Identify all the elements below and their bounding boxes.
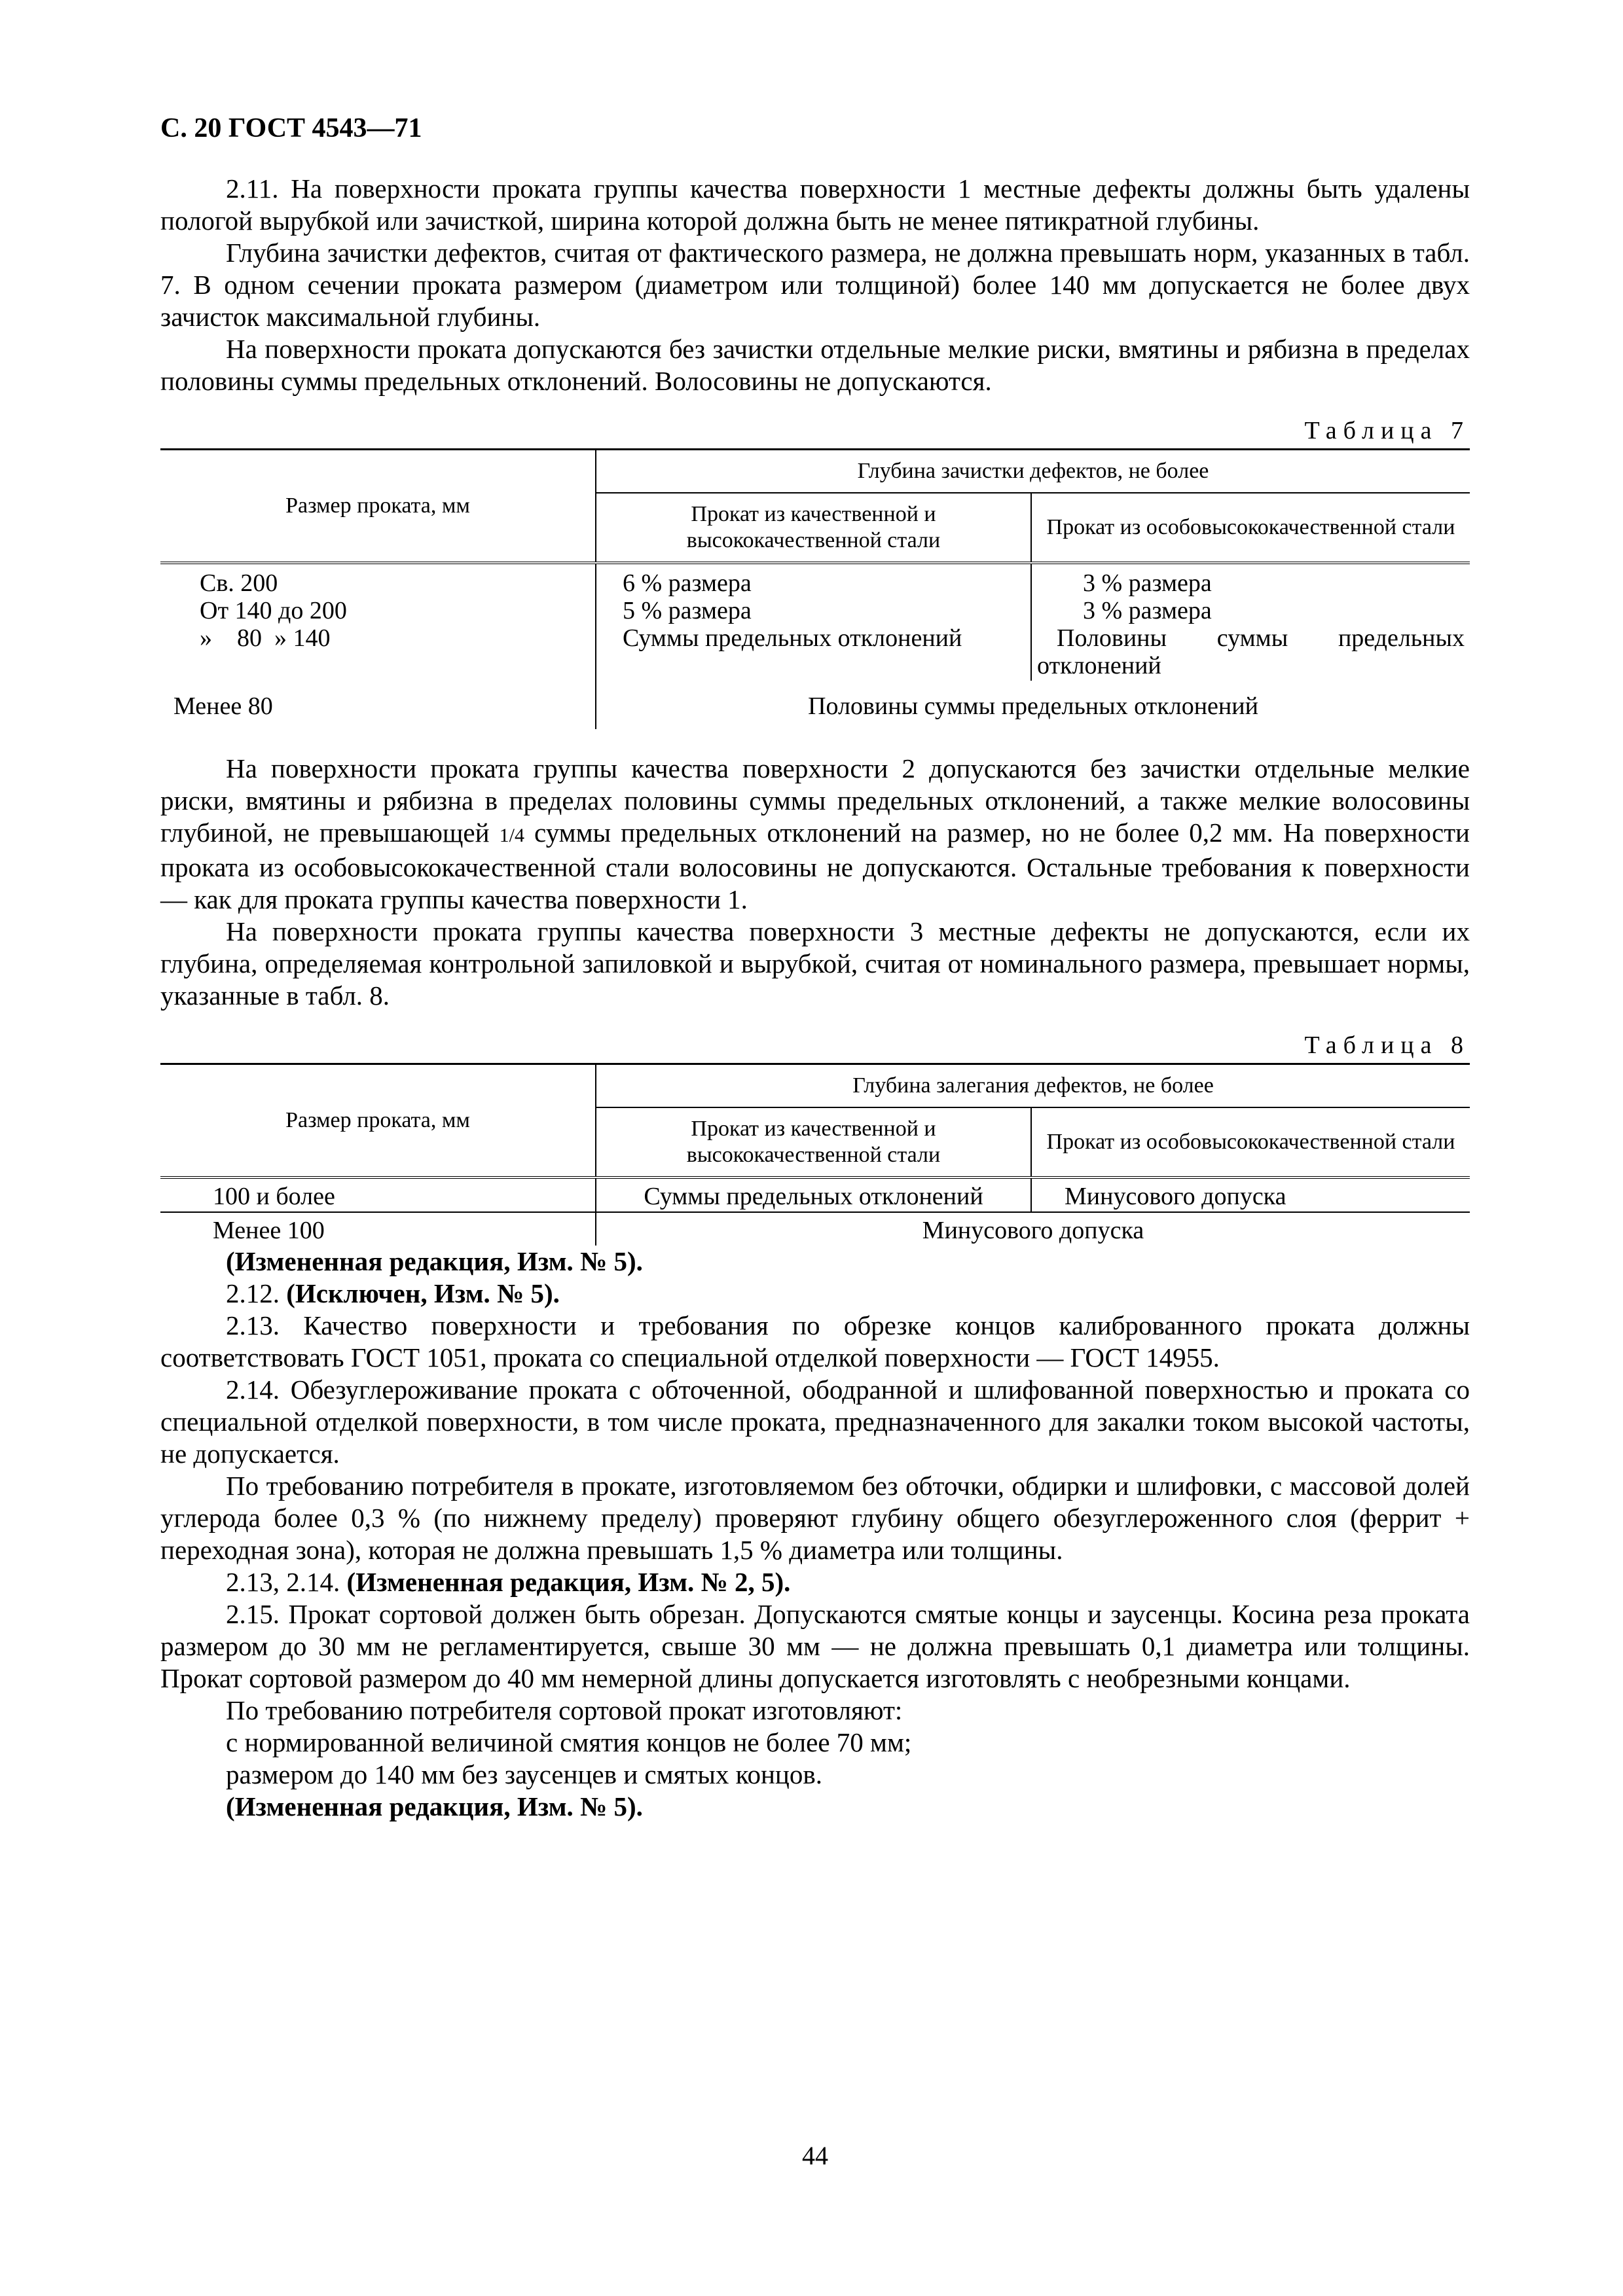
clause-number: 2.13, 2.14. xyxy=(226,1567,340,1597)
table-7-col-quality: Прокат из качественной и высококачественной стали xyxy=(596,493,1031,563)
table-8-col-quality: Прокат из качественной и высококачественной стали xyxy=(596,1107,1031,1177)
paragraph-depth: Глубина зачистки дефектов, считая от фактического размера, не должна превышать норм, указанных в табл. 7. В одном сечении проката размером (диаметром или толщиной) более 140 мм допускается не более двух зачисток максимальной глубины. xyxy=(160,238,1470,332)
paragraph-requirements: По требованию потребителя сортовой прокат изготовляют: xyxy=(226,1695,903,1725)
table-7 xyxy=(160,448,1470,729)
clause-number: 2.12. xyxy=(226,1278,280,1308)
paragraph-213-214 xyxy=(160,1566,1470,1598)
table-cell: Половины суммы предельных отклонений xyxy=(596,681,1470,729)
paragraph-risks: На поверхности проката допускаются без зачистки отдельные мелкие риски, вмятины и рябизна в пределах половины суммы предельных отклонений. Волосовины не допускаются. xyxy=(160,334,1470,396)
table-cell: От 140 до 200 xyxy=(200,597,347,624)
text-span: суммы предельных отклонений на размер, но не более 0,2 мм. На поверхности проката из особовысококачественной стали волосовины не допускаются. Остальные требования к поверхности — как для проката группы качества поверхности 1. xyxy=(160,817,1470,914)
table-cell: Суммы предельных отклонений xyxy=(623,624,962,652)
table-7-col-special: Прокат из особовысококачественной стали xyxy=(1031,493,1470,563)
table-cell: Половины суммы предельных отклонений xyxy=(1037,624,1465,679)
paragraph-decarburization: По требованию потребителя в прокате, изготовляемом без обточки, обдирки и шлифовки, с массовой долей углерода более 0,3 % (по нижнему пределу) проверяют глубину общего обезуглероженного слоя (феррит + переходная зона), которая не должна превышать 1,5 % диаметра или толщины. xyxy=(160,1471,1470,1565)
table-row xyxy=(160,563,596,681)
text-span: На поверхности проката группы качества поверхности 2 допускаются без зачистки отдельные мелкие риски, вмятины и рябизна в пределах половины суммы предельных отклонений, а также мелкие волосовины глубиной, не превышающей xyxy=(160,753,1470,848)
table-cell: Минусового допуска xyxy=(596,1212,1470,1246)
fraction: 1/4 xyxy=(499,825,524,846)
table-row xyxy=(596,563,1031,681)
table-8-caption: Таблица 8 xyxy=(1304,1031,1470,1059)
paragraph-2-11: 2.11. На поверхности проката группы качества поверхности 1 местные дефекты должны быть удалены пологой вырубкой или зачисткой, ширина которой должна быть не менее пятикратной глубины. xyxy=(160,173,1470,236)
table-row xyxy=(1031,563,1470,681)
table-cell: Менее 80 xyxy=(173,692,273,720)
page-number: 44 xyxy=(802,2141,828,2170)
amendment-note: (Измененная редакция, Изм. № 5). xyxy=(226,1791,643,1821)
table-cell: Менее 100 xyxy=(213,1217,325,1244)
table-8-group-header: Глубина залегания дефектов, не более xyxy=(596,1064,1470,1108)
table-7-col-size: Размер проката, мм xyxy=(285,493,470,518)
document-page xyxy=(160,111,1470,2170)
table-7-caption: Таблица 7 xyxy=(1304,417,1470,444)
paragraph-group-3: На поверхности проката группы качества поверхности 3 местные дефекты не допускаются, если их глубина, определяемая контрольной запиловкой и вырубкой, считая от номинального размера, превышает нормы, указанные в табл. 8. xyxy=(160,916,1470,1011)
table-cell: 3 % размера xyxy=(1083,597,1212,624)
table-8-col-size: Размер проката, мм xyxy=(285,1108,470,1132)
clause-text: (Измененная редакция, Изм. № 2, 5). xyxy=(346,1567,791,1597)
clause-text: (Исключен, Изм. № 5). xyxy=(286,1278,560,1308)
paragraph-2-14: 2.14. Обезуглероживание проката с обточенной, ободранной и шлифованной поверхностью и проката со специальной отделкой поверхности, в том числе проката, предназначенного для закалки током высокой частоты, не допускается. xyxy=(160,1374,1470,1469)
paragraph-2-13: 2.13. Качество поверхности и требования по обрезке концов калиброванного проката должны соответствовать ГОСТ 1051, проката со специальной отделкой поверхности — ГОСТ 14955. xyxy=(160,1310,1470,1372)
table-cell: 6 % размера xyxy=(623,569,752,597)
table-8 xyxy=(160,1063,1470,1246)
requirement-item: размером до 140 мм без заусенцев и смятых концов. xyxy=(226,1759,822,1789)
table-cell: » 80 » 140 xyxy=(200,624,331,652)
paragraph-2-15: 2.15. Прокат сортовой должен быть обрезан. Допускаются смятые концы и заусенцы. Косина реза проката размером до 30 мм не регламентируется, свыше 30 мм — не должна превышать 0,1 диаметра или толщины. Прокат сортовой размером до 40 мм немерной длины допускается изготовлять с необрезными концами. xyxy=(160,1599,1470,1693)
table-cell: Св. 200 xyxy=(200,569,278,597)
page-header: С. 20 ГОСТ 4543—71 xyxy=(160,113,422,143)
paragraph-2-12 xyxy=(160,1278,1470,1310)
amendment-note: (Измененная редакция, Изм. № 5). xyxy=(226,1246,643,1276)
table-8-col-special: Прокат из особовысококачественной стали xyxy=(1031,1107,1470,1177)
table-cell: Суммы предельных отклонений xyxy=(596,1177,1031,1212)
requirement-item: с нормированной величиной смятия концов не более 70 мм; xyxy=(226,1727,912,1757)
table-cell: 3 % размера xyxy=(1083,569,1212,597)
table-cell: Минусового допуска xyxy=(1031,1177,1470,1212)
table-7-group-header: Глубина зачистки дефектов, не более xyxy=(596,450,1470,493)
table-cell: 100 и более xyxy=(213,1183,335,1210)
table-cell: 5 % размера xyxy=(623,597,752,624)
paragraph-group-2 xyxy=(160,753,1470,916)
